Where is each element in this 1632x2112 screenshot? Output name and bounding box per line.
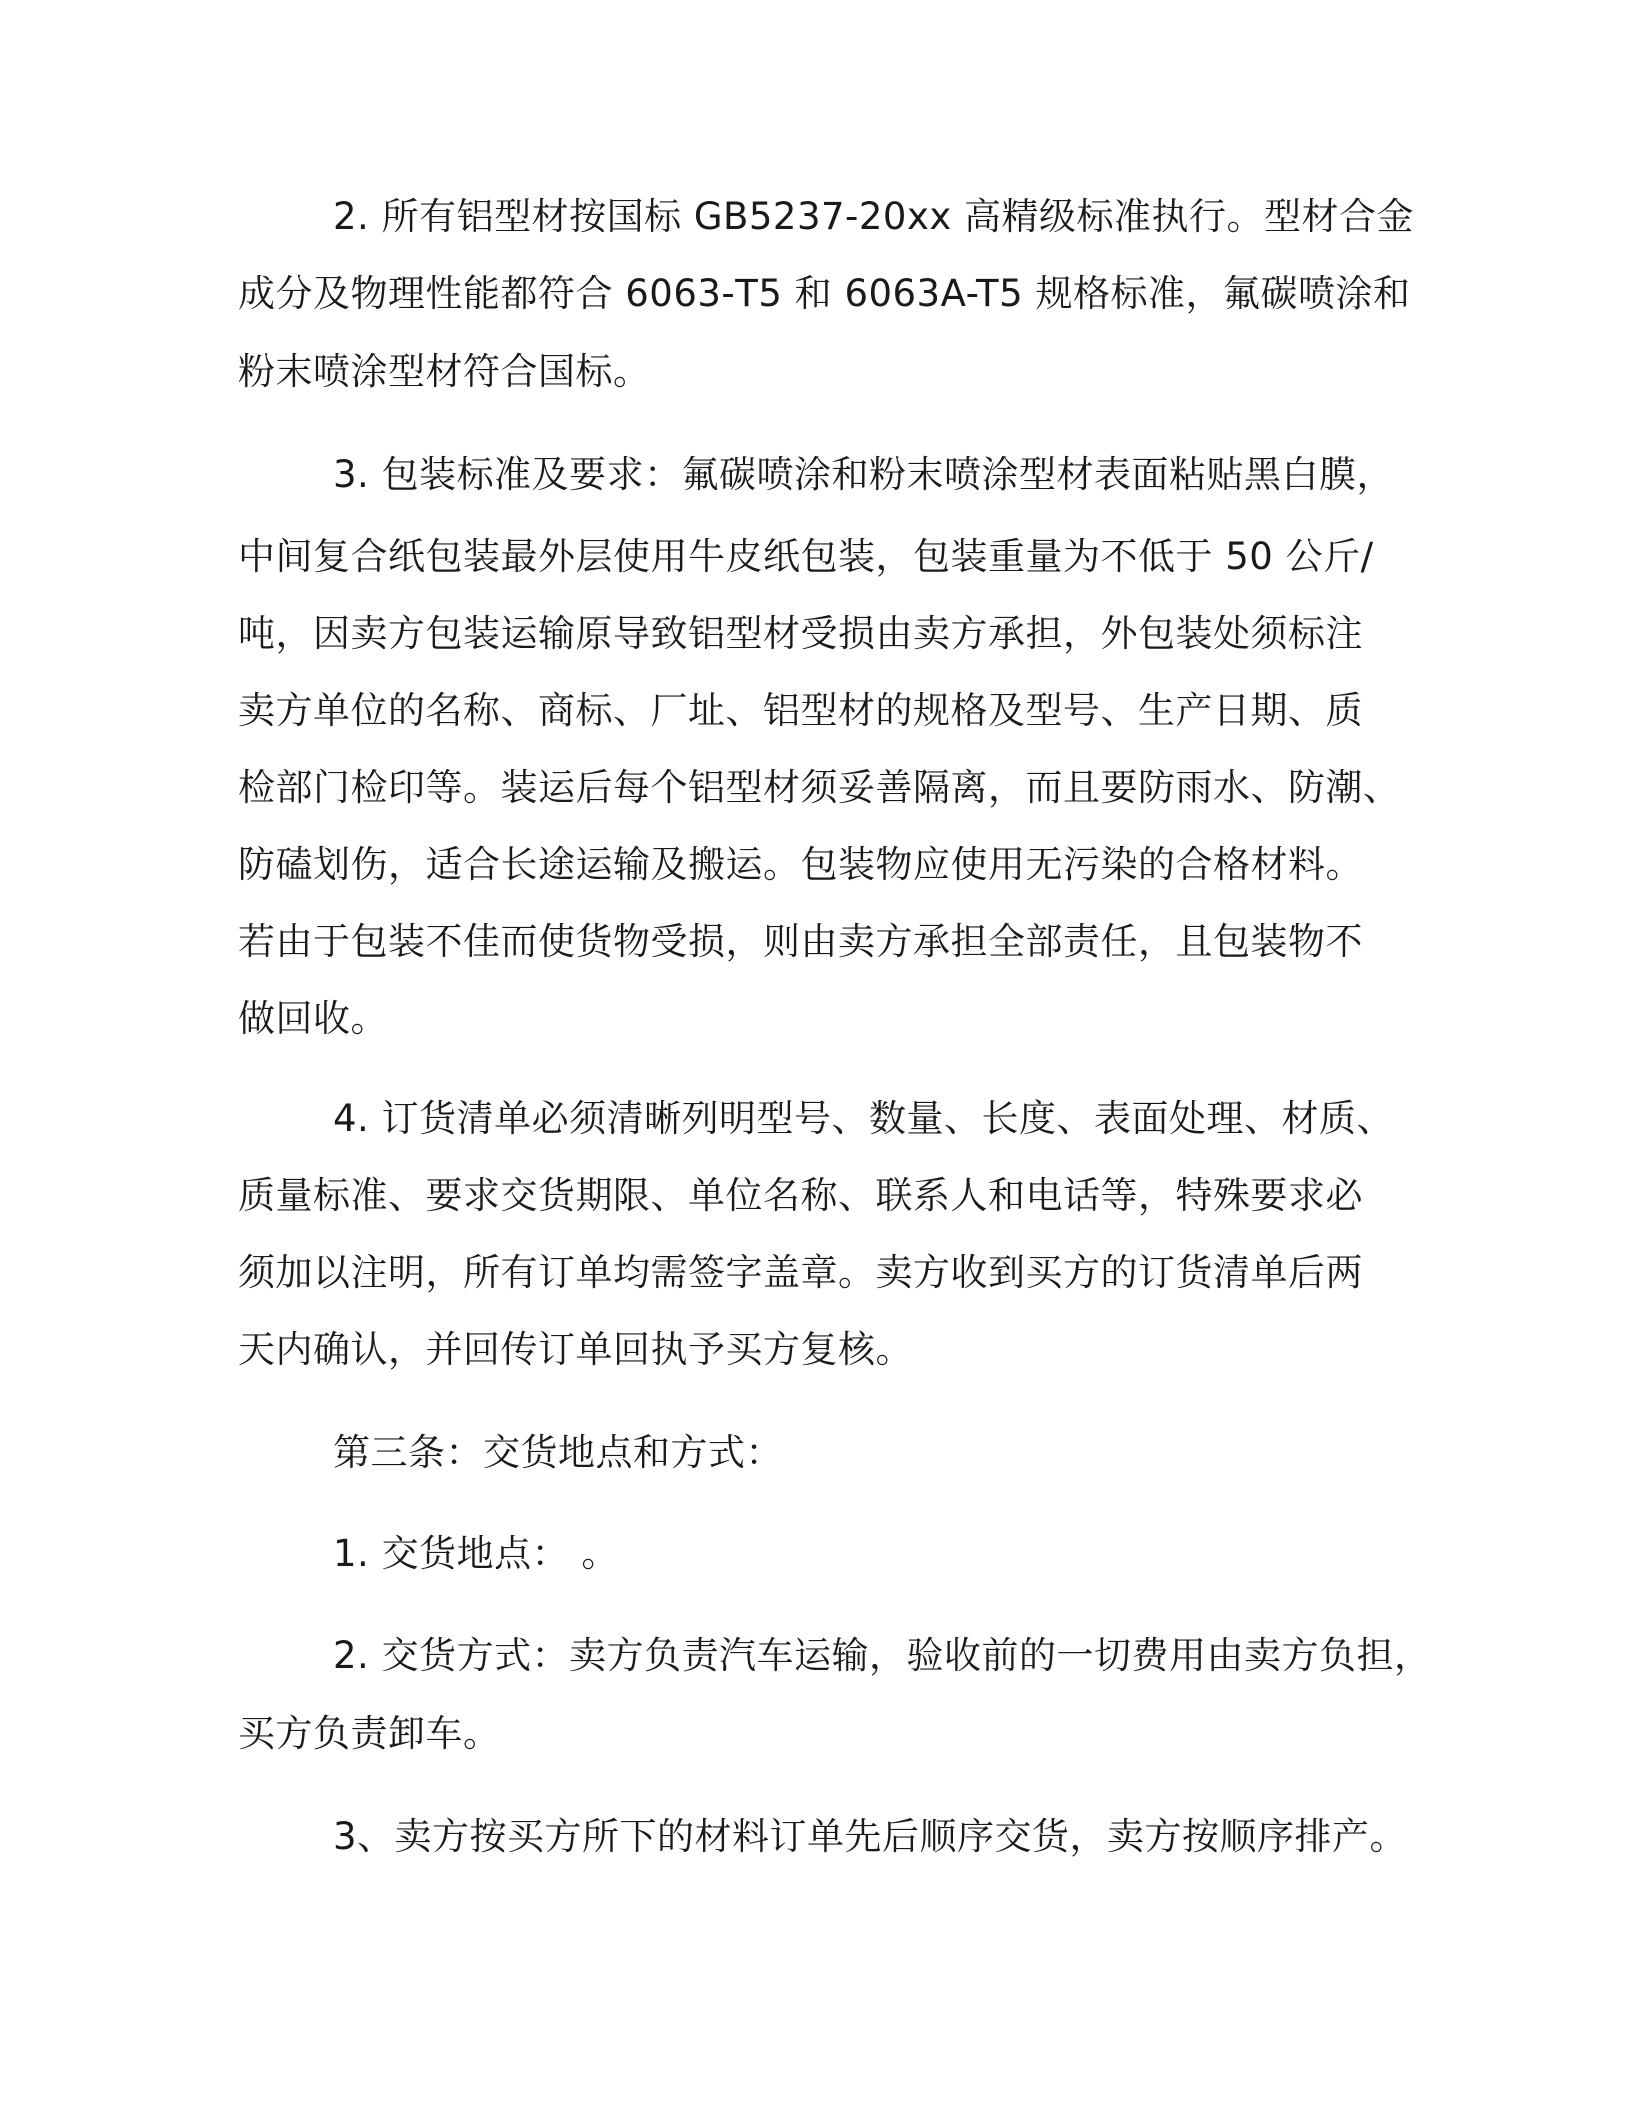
- paragraph-line: 须加以注明，所有订单均需签字盖章。卖方收到买方的订货清单后两: [238, 1251, 1363, 1294]
- paragraph-line: 3、卖方按买方所下的材料订单先后顺序交货，卖方按顺序排产。: [333, 1815, 1408, 1858]
- paragraph-line: 中间复合纸包装最外层使用牛皮纸包装，包装重量为不低于 50 公斤/: [238, 535, 1374, 578]
- paragraph-line: 2. 交货方式：卖方负责汽车运输，验收前的一切费用由卖方负担，: [333, 1634, 1432, 1677]
- paragraph-line: 3. 包装标准及要求：氟碳喷涂和粉末喷涂型材表面粘贴黑白膜，: [333, 453, 1395, 496]
- section-heading: 第三条：交货地点和方式：: [333, 1431, 783, 1474]
- paragraph-line: 1. 交货地点： 。: [333, 1532, 619, 1575]
- paragraph-line: 粉末喷涂型材符合国标。: [238, 350, 651, 393]
- paragraph-line: 卖方单位的名称、商标、厂址、铝型材的规格及型号、生产日期、质: [238, 689, 1363, 732]
- paragraph-line: 质量标准、要求交货期限、单位名称、联系人和电话等，特殊要求必: [238, 1174, 1363, 1217]
- paragraph-line: 买方负责卸车。: [238, 1712, 501, 1755]
- paragraph-line: 成分及物理性能都符合 6063-T5 和 6063A-T5 规格标准，氟碳喷涂和: [238, 272, 1411, 315]
- paragraph-line: 若由于包装不佳而使货物受损，则由卖方承担全部责任，且包装物不: [238, 920, 1363, 963]
- paragraph-line: 4. 订货清单必须清晰列明型号、数量、长度、表面处理、材质、: [333, 1097, 1395, 1140]
- paragraph-line: 天内确认，并回传订单回执予买方复核。: [238, 1328, 913, 1371]
- paragraph-line: 检部门检印等。装运后每个铝型材须妥善隔离，而且要防雨水、防潮、: [238, 766, 1401, 809]
- paragraph-line: 吨，因卖方包装运输原导致铝型材受损由卖方承担，外包装处须标注: [238, 612, 1363, 655]
- paragraph-line: 做回收。: [238, 997, 388, 1040]
- paragraph-line: 防磕划伤，适合长途运输及搬运。包装物应使用无污染的合格材料。: [238, 843, 1363, 886]
- paragraph-line: 2. 所有铝型材按国标 GB5237-20xx 高精级标准执行。型材合金: [333, 195, 1415, 238]
